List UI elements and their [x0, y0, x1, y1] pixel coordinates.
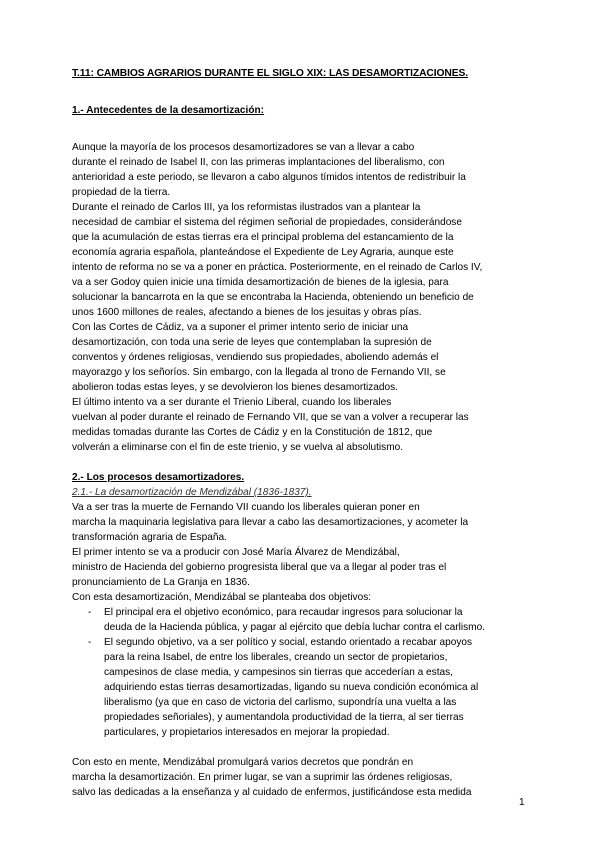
text-line: liberalismo (ya que en caso de victoria del carlismo, supondría una vuelta a las — [104, 697, 457, 708]
text-line: El segundo objetivo, va a ser político y social, estando orientado a recabar apoyos — [104, 637, 473, 648]
text-line: conventos y órdenes religiosas, vendiendo sus propiedades, aboliendo además el — [72, 352, 439, 363]
text-line: abolieron todas estas leyes, y se devolvieron los bienes desamortizados. — [72, 382, 398, 393]
text-line: va a ser Godoy quien inicie una tímida desamortización de bienes de la iglesia, para — [72, 277, 449, 288]
text-line: Durante el reinado de Carlos III, ya los reformistas ilustrados van a plantear la — [72, 202, 421, 213]
text-line: particulares, y propietarios interesados en mejorar la propiedad. — [104, 727, 390, 738]
text-line: ministro de Hacienda del gobierno progresista liberal que va a llegar al poder tras el — [72, 562, 447, 573]
document-title: T.11: CAMBIOS AGRARIOS DURANTE EL SIGLO XIX: LAS DESAMORTIZACIONES. — [72, 68, 469, 79]
section1-heading: 1.- Antecedentes de la desamortización: — [72, 105, 265, 116]
text-line: salvo las dedicadas a la enseñanza y al cuidado de enfermos, justificándose esta medida — [72, 787, 472, 798]
text-line: El primer intento se va a producir con José María Álvarez de Mendizábal, — [72, 547, 400, 558]
text-line: El principal era el objetivo económico, para recaudar ingresos para solucionar la — [104, 607, 463, 618]
section2-heading: 2.- Los procesos desamortizadores. — [72, 472, 245, 483]
text-line: Con las Cortes de Cádiz, va a suponer el primer intento serio de iniciar una — [72, 322, 409, 333]
page-number: 1 — [519, 797, 525, 808]
text-line: Con esto en mente, Mendizábal promulgará varios decretos que pondrán en — [72, 757, 414, 768]
section2-closing — [72, 755, 522, 800]
text-line: propiedades señoriales), y aumentandola productividad de la tierra, al ser tierras — [104, 712, 464, 723]
text-line: solucionar la bancarrota en la que se encontraba la Hacienda, obteniendo un beneficio de — [72, 292, 474, 303]
text-line: intento de reforma no se va a poner en práctica. Posteriormente, en el reinado de Carlos IV, — [72, 262, 483, 273]
text-line: vuelvan al poder durante el reinado de Fernando VII, que se van a volver a recuperar las — [72, 412, 469, 423]
text-line: para la reina Isabel, de entre los liberales, creando un sector de propietarios, — [104, 652, 448, 663]
text-line: adquiriendo estas tierras desamortizadas, ligando su nueva condición económica al — [104, 682, 479, 693]
text-line: campesinos de clase media, y campesinos sin tierras que accederían a estas, — [104, 667, 453, 678]
text-line: transformación agraria de España. — [72, 532, 227, 543]
text-line: que la acumulación de estas tierras era el principal problema del estancamiento de la — [72, 232, 454, 243]
bullet-dash: - — [88, 607, 92, 618]
text-line: deuda de la Hacienda pública, y pagar al ejército que debía luchar contra el carlismo. — [104, 622, 485, 633]
text-line: mayorazgo y los señoríos. Sin embargo, con la llegada al trono de Fernando VII, se — [72, 367, 446, 378]
bullet-dash: - — [88, 637, 92, 648]
text-line: Aunque la mayoría de los procesos desamortizadores se van a llevar a cabo — [72, 142, 415, 153]
text-line: marcha la desamortización. En primer lugar, se van a suprimir las órdenes religiosas, — [72, 772, 453, 783]
list-item — [72, 605, 522, 635]
text-line: Con esta desamortización, Mendizábal se planteaba dos objetivos: — [72, 592, 372, 603]
section2-subheading: 2.1.- La desamortización de Mendizábal (1836-1837). — [72, 487, 312, 498]
section1-body — [72, 140, 522, 455]
text-line: propiedad de la tierra. — [72, 187, 171, 198]
document-body — [72, 66, 522, 800]
text-line: El último intento va a ser durante el Trienio Liberal, cuando los liberales — [72, 397, 392, 408]
text-line: pronunciamiento de La Granja en 1836. — [72, 577, 250, 588]
text-line: durante el reinado de Isabel II, con las primeras implantaciones del liberalismo, con — [72, 157, 445, 168]
section2-body — [72, 500, 522, 605]
text-line: marcha la maquinaria legislativa para llevar a cabo las desamortizaciones, y acometer la — [72, 517, 469, 528]
text-line: volverán a eliminarse con el fin de este trienio, y se vuelva al absolutismo. — [72, 442, 404, 453]
text-line: economía agraria española, planteándose el Expediente de Ley Agraria, aunque este — [72, 247, 454, 258]
objectives-list — [72, 605, 522, 740]
text-line: unos 1600 millones de reales, afectando a bienes de los jesuitas y obras pías. — [72, 307, 422, 318]
text-line: desamortización, con toda una serie de leyes que contemplaban la supresión de — [72, 337, 432, 348]
text-line: anterioridad a este periodo, se llevaron a cabo algunos tímidos intentos de redistribuir la — [72, 172, 466, 183]
text-line: necesidad de cambiar el sistema del régimen señorial de propiedades, considerándose — [72, 217, 462, 228]
text-line: medidas tomadas durante las Cortes de Cádiz y en la Constitución de 1812, que — [72, 427, 433, 438]
text-line: Va a ser tras la muerte de Fernando VII cuando los liberales quieran poner en — [72, 502, 420, 513]
list-item — [72, 635, 522, 740]
